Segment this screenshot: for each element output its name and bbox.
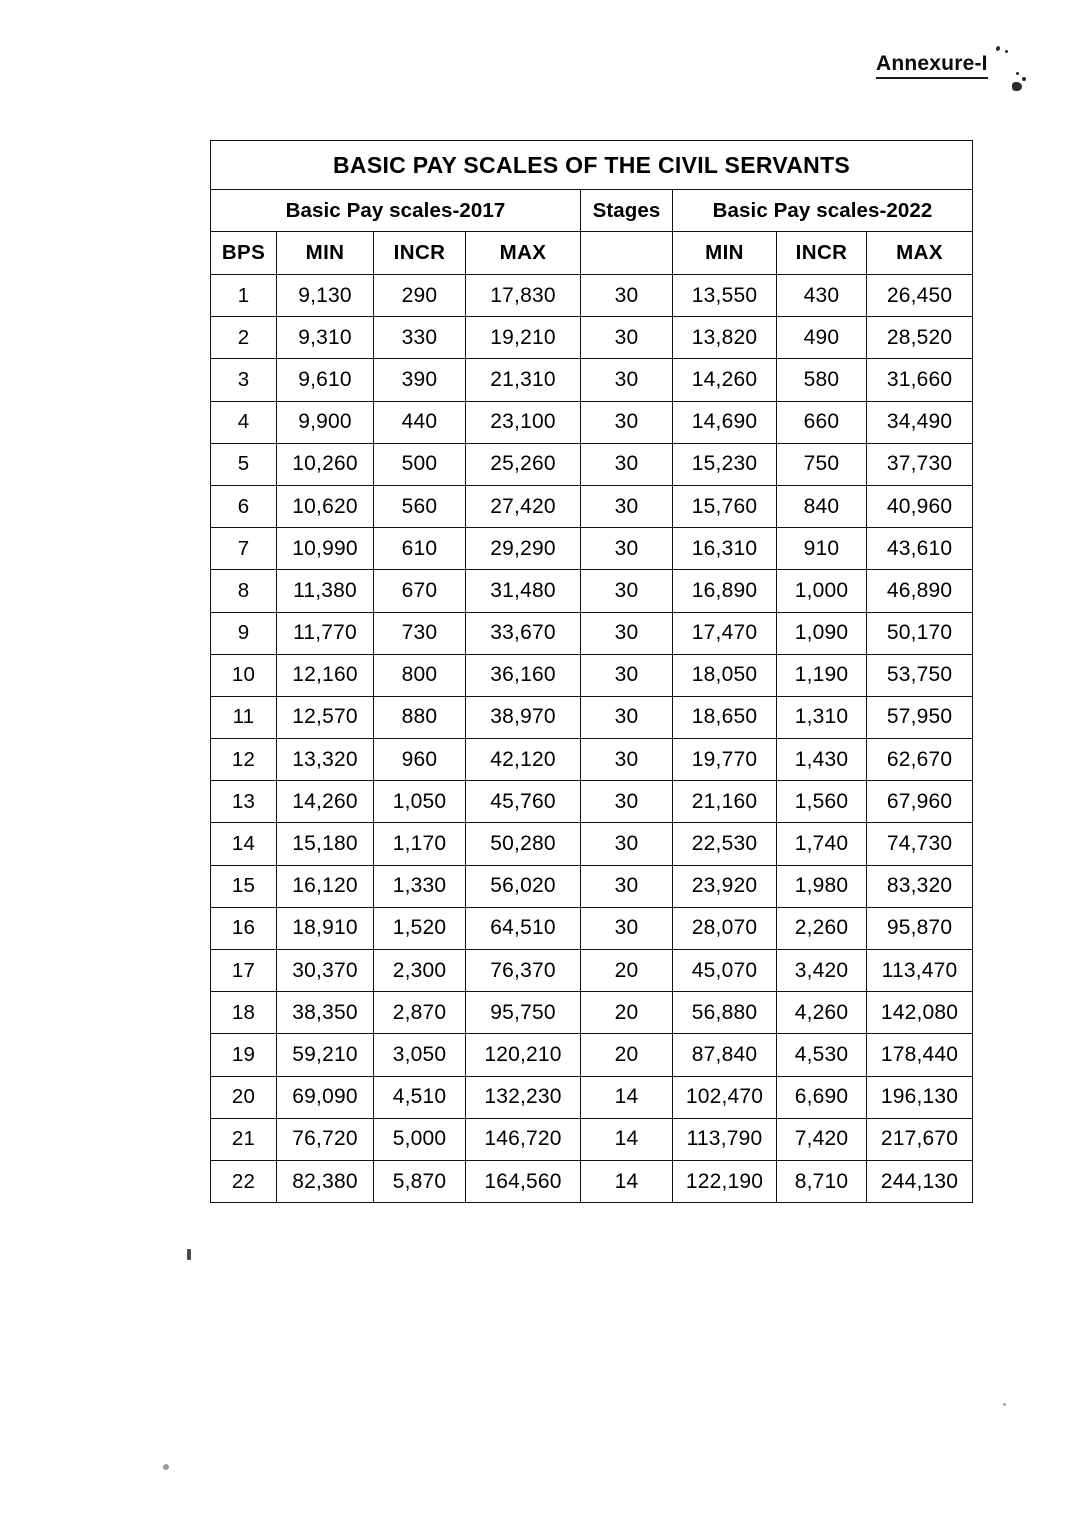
cell-incr-2017: 800 xyxy=(374,654,466,696)
cell-max-2017: 38,970 xyxy=(466,696,581,738)
cell-min-2017: 9,130 xyxy=(277,275,374,317)
cell-incr-2022: 840 xyxy=(777,485,867,527)
cell-stages: 30 xyxy=(581,865,673,907)
cell-min-2017: 18,910 xyxy=(277,907,374,949)
cell-bps: 12 xyxy=(211,739,277,781)
cell-bps: 17 xyxy=(211,950,277,992)
table-row xyxy=(211,485,973,527)
cell-stages: 30 xyxy=(581,654,673,696)
cell-stages: 30 xyxy=(581,485,673,527)
cell-max-2022: 34,490 xyxy=(867,401,973,443)
cell-incr-2017: 610 xyxy=(374,528,466,570)
cell-stages: 30 xyxy=(581,612,673,654)
cell-stages: 20 xyxy=(581,992,673,1034)
cell-incr-2022: 430 xyxy=(777,275,867,317)
cell-min-2017: 10,990 xyxy=(277,528,374,570)
cell-incr-2017: 1,330 xyxy=(374,865,466,907)
cell-min-2017: 13,320 xyxy=(277,739,374,781)
cell-min-2022: 19,770 xyxy=(673,739,777,781)
cell-min-2017: 9,610 xyxy=(277,359,374,401)
cell-max-2017: 25,260 xyxy=(466,443,581,485)
table-row xyxy=(211,1076,973,1118)
cell-max-2022: 37,730 xyxy=(867,443,973,485)
table-row xyxy=(211,317,973,359)
cell-max-2022: 40,960 xyxy=(867,485,973,527)
cell-incr-2017: 730 xyxy=(374,612,466,654)
cell-max-2017: 31,480 xyxy=(466,570,581,612)
cell-max-2022: 74,730 xyxy=(867,823,973,865)
cell-stages: 30 xyxy=(581,528,673,570)
cell-incr-2022: 490 xyxy=(777,317,867,359)
cell-incr-2017: 440 xyxy=(374,401,466,443)
scan-speckle-icon xyxy=(1005,50,1008,53)
column-header-min-2022: MIN xyxy=(673,232,777,275)
cell-min-2022: 14,690 xyxy=(673,401,777,443)
column-header-bps: BPS xyxy=(211,232,277,275)
cell-incr-2022: 1,980 xyxy=(777,865,867,907)
table-row xyxy=(211,781,973,823)
cell-min-2017: 15,180 xyxy=(277,823,374,865)
cell-incr-2017: 4,510 xyxy=(374,1076,466,1118)
cell-stages: 30 xyxy=(581,739,673,781)
cell-min-2022: 17,470 xyxy=(673,612,777,654)
cell-min-2022: 15,230 xyxy=(673,443,777,485)
cell-min-2017: 76,720 xyxy=(277,1118,374,1160)
cell-max-2022: 26,450 xyxy=(867,275,973,317)
cell-incr-2017: 960 xyxy=(374,739,466,781)
cell-min-2022: 23,920 xyxy=(673,865,777,907)
cell-min-2022: 56,880 xyxy=(673,992,777,1034)
cell-max-2022: 43,610 xyxy=(867,528,973,570)
group-header-2017: Basic Pay scales-2017 xyxy=(211,190,581,232)
cell-bps: 6 xyxy=(211,485,277,527)
cell-max-2022: 95,870 xyxy=(867,907,973,949)
cell-max-2022: 46,890 xyxy=(867,570,973,612)
cell-bps: 4 xyxy=(211,401,277,443)
cell-min-2017: 82,380 xyxy=(277,1160,374,1202)
cell-incr-2022: 1,740 xyxy=(777,823,867,865)
table-row xyxy=(211,1160,973,1202)
cell-incr-2022: 4,530 xyxy=(777,1034,867,1076)
cell-min-2017: 30,370 xyxy=(277,950,374,992)
cell-max-2017: 36,160 xyxy=(466,654,581,696)
table-row xyxy=(211,696,973,738)
table-row xyxy=(211,359,973,401)
cell-stages: 30 xyxy=(581,317,673,359)
cell-incr-2017: 1,050 xyxy=(374,781,466,823)
cell-incr-2017: 330 xyxy=(374,317,466,359)
cell-min-2022: 102,470 xyxy=(673,1076,777,1118)
cell-incr-2017: 5,000 xyxy=(374,1118,466,1160)
cell-stages: 30 xyxy=(581,443,673,485)
column-header-min-2017: MIN xyxy=(277,232,374,275)
cell-min-2017: 11,380 xyxy=(277,570,374,612)
cell-max-2017: 33,670 xyxy=(466,612,581,654)
cell-min-2022: 15,760 xyxy=(673,485,777,527)
group-header-2022: Basic Pay scales-2022 xyxy=(673,190,973,232)
cell-bps: 5 xyxy=(211,443,277,485)
cell-min-2017: 9,900 xyxy=(277,401,374,443)
cell-bps: 9 xyxy=(211,612,277,654)
cell-bps: 22 xyxy=(211,1160,277,1202)
cell-incr-2017: 390 xyxy=(374,359,466,401)
cell-stages: 30 xyxy=(581,907,673,949)
cell-min-2022: 14,260 xyxy=(673,359,777,401)
cell-bps: 7 xyxy=(211,528,277,570)
scan-speckle-icon xyxy=(1012,82,1022,91)
cell-stages: 14 xyxy=(581,1076,673,1118)
cell-max-2022: 142,080 xyxy=(867,992,973,1034)
cell-incr-2022: 580 xyxy=(777,359,867,401)
cell-incr-2017: 670 xyxy=(374,570,466,612)
cell-incr-2022: 1,090 xyxy=(777,612,867,654)
cell-incr-2022: 1,000 xyxy=(777,570,867,612)
cell-max-2017: 23,100 xyxy=(466,401,581,443)
cell-min-2017: 16,120 xyxy=(277,865,374,907)
scan-speckle-icon xyxy=(1003,1403,1006,1406)
pay-scales-table-container xyxy=(210,140,972,1203)
column-header-max-2022: MAX xyxy=(867,232,973,275)
annexure-label: Annexure-I xyxy=(876,52,988,79)
cell-incr-2022: 1,560 xyxy=(777,781,867,823)
cell-stages: 30 xyxy=(581,401,673,443)
column-header-incr-2017: INCR xyxy=(374,232,466,275)
cell-max-2017: 21,310 xyxy=(466,359,581,401)
cell-min-2022: 13,820 xyxy=(673,317,777,359)
cell-incr-2022: 910 xyxy=(777,528,867,570)
cell-incr-2017: 1,170 xyxy=(374,823,466,865)
cell-incr-2017: 2,300 xyxy=(374,950,466,992)
cell-min-2017: 12,160 xyxy=(277,654,374,696)
table-header xyxy=(211,141,973,275)
cell-max-2017: 27,420 xyxy=(466,485,581,527)
group-header-stages: Stages xyxy=(581,190,673,232)
cell-incr-2017: 2,870 xyxy=(374,992,466,1034)
cell-max-2017: 120,210 xyxy=(466,1034,581,1076)
table-row xyxy=(211,654,973,696)
table-row xyxy=(211,1034,973,1076)
cell-min-2017: 59,210 xyxy=(277,1034,374,1076)
cell-incr-2017: 500 xyxy=(374,443,466,485)
table-row xyxy=(211,612,973,654)
cell-min-2022: 122,190 xyxy=(673,1160,777,1202)
column-header-max-2017: MAX xyxy=(466,232,581,275)
cell-max-2017: 45,760 xyxy=(466,781,581,823)
cell-max-2022: 244,130 xyxy=(867,1160,973,1202)
table-row xyxy=(211,570,973,612)
cell-bps: 2 xyxy=(211,317,277,359)
cell-max-2022: 28,520 xyxy=(867,317,973,359)
cell-max-2017: 95,750 xyxy=(466,992,581,1034)
cell-bps: 1 xyxy=(211,275,277,317)
cell-max-2017: 19,210 xyxy=(466,317,581,359)
cell-incr-2022: 2,260 xyxy=(777,907,867,949)
cell-bps: 13 xyxy=(211,781,277,823)
cell-max-2017: 164,560 xyxy=(466,1160,581,1202)
cell-max-2017: 132,230 xyxy=(466,1076,581,1118)
cell-max-2022: 31,660 xyxy=(867,359,973,401)
cell-bps: 10 xyxy=(211,654,277,696)
cell-stages: 30 xyxy=(581,275,673,317)
table-row xyxy=(211,401,973,443)
table-row xyxy=(211,1118,973,1160)
cell-min-2017: 38,350 xyxy=(277,992,374,1034)
cell-stages: 30 xyxy=(581,696,673,738)
table-title: BASIC PAY SCALES OF THE CIVIL SERVANTS xyxy=(211,141,973,190)
cell-incr-2022: 1,190 xyxy=(777,654,867,696)
cell-incr-2017: 290 xyxy=(374,275,466,317)
scan-speckle-icon xyxy=(187,1249,191,1260)
cell-incr-2017: 560 xyxy=(374,485,466,527)
cell-min-2022: 21,160 xyxy=(673,781,777,823)
cell-bps: 16 xyxy=(211,907,277,949)
cell-bps: 15 xyxy=(211,865,277,907)
cell-max-2017: 64,510 xyxy=(466,907,581,949)
cell-max-2022: 217,670 xyxy=(867,1118,973,1160)
cell-incr-2022: 660 xyxy=(777,401,867,443)
cell-incr-2022: 6,690 xyxy=(777,1076,867,1118)
cell-min-2022: 28,070 xyxy=(673,907,777,949)
cell-max-2022: 50,170 xyxy=(867,612,973,654)
cell-max-2022: 53,750 xyxy=(867,654,973,696)
cell-max-2017: 56,020 xyxy=(466,865,581,907)
table-row xyxy=(211,275,973,317)
cell-max-2022: 196,130 xyxy=(867,1076,973,1118)
scan-speckle-icon xyxy=(1016,72,1019,75)
cell-min-2017: 12,570 xyxy=(277,696,374,738)
cell-incr-2017: 880 xyxy=(374,696,466,738)
cell-min-2022: 22,530 xyxy=(673,823,777,865)
table-row xyxy=(211,992,973,1034)
cell-min-2022: 16,890 xyxy=(673,570,777,612)
cell-incr-2022: 8,710 xyxy=(777,1160,867,1202)
cell-incr-2017: 3,050 xyxy=(374,1034,466,1076)
cell-incr-2022: 4,260 xyxy=(777,992,867,1034)
cell-incr-2022: 1,430 xyxy=(777,739,867,781)
cell-min-2022: 113,790 xyxy=(673,1118,777,1160)
cell-incr-2022: 3,420 xyxy=(777,950,867,992)
cell-max-2022: 57,950 xyxy=(867,696,973,738)
cell-min-2022: 45,070 xyxy=(673,950,777,992)
cell-bps: 8 xyxy=(211,570,277,612)
cell-min-2022: 87,840 xyxy=(673,1034,777,1076)
cell-max-2017: 42,120 xyxy=(466,739,581,781)
table-row xyxy=(211,950,973,992)
cell-stages: 20 xyxy=(581,950,673,992)
cell-max-2022: 178,440 xyxy=(867,1034,973,1076)
cell-max-2022: 83,320 xyxy=(867,865,973,907)
cell-max-2022: 62,670 xyxy=(867,739,973,781)
table-row xyxy=(211,907,973,949)
cell-incr-2017: 5,870 xyxy=(374,1160,466,1202)
cell-bps: 21 xyxy=(211,1118,277,1160)
cell-max-2017: 50,280 xyxy=(466,823,581,865)
cell-stages: 30 xyxy=(581,781,673,823)
table-group-row xyxy=(211,190,973,232)
table-column-row xyxy=(211,232,973,275)
table-row xyxy=(211,865,973,907)
cell-min-2022: 13,550 xyxy=(673,275,777,317)
cell-min-2017: 69,090 xyxy=(277,1076,374,1118)
cell-stages: 14 xyxy=(581,1160,673,1202)
cell-bps: 20 xyxy=(211,1076,277,1118)
cell-min-2017: 11,770 xyxy=(277,612,374,654)
cell-bps: 18 xyxy=(211,992,277,1034)
column-header-incr-2022: INCR xyxy=(777,232,867,275)
scan-speckle-icon xyxy=(163,1464,169,1470)
cell-min-2022: 16,310 xyxy=(673,528,777,570)
cell-min-2017: 14,260 xyxy=(277,781,374,823)
scan-speckle-icon xyxy=(995,46,1000,52)
cell-incr-2017: 1,520 xyxy=(374,907,466,949)
cell-min-2017: 10,260 xyxy=(277,443,374,485)
cell-stages: 30 xyxy=(581,823,673,865)
column-header-stages xyxy=(581,232,673,275)
table-row xyxy=(211,823,973,865)
cell-min-2017: 10,620 xyxy=(277,485,374,527)
cell-min-2022: 18,050 xyxy=(673,654,777,696)
cell-max-2022: 113,470 xyxy=(867,950,973,992)
cell-min-2022: 18,650 xyxy=(673,696,777,738)
table-row xyxy=(211,443,973,485)
cell-min-2017: 9,310 xyxy=(277,317,374,359)
scan-speckle-icon xyxy=(1022,77,1026,81)
cell-incr-2022: 1,310 xyxy=(777,696,867,738)
cell-stages: 14 xyxy=(581,1118,673,1160)
cell-stages: 20 xyxy=(581,1034,673,1076)
cell-max-2017: 76,370 xyxy=(466,950,581,992)
cell-stages: 30 xyxy=(581,359,673,401)
pay-scales-table xyxy=(210,140,973,1203)
cell-max-2022: 67,960 xyxy=(867,781,973,823)
table-title-row xyxy=(211,141,973,190)
cell-bps: 19 xyxy=(211,1034,277,1076)
table-row xyxy=(211,528,973,570)
cell-max-2017: 17,830 xyxy=(466,275,581,317)
cell-stages: 30 xyxy=(581,570,673,612)
table-body xyxy=(211,275,973,1203)
table-row xyxy=(211,739,973,781)
cell-incr-2022: 7,420 xyxy=(777,1118,867,1160)
cell-bps: 14 xyxy=(211,823,277,865)
cell-max-2017: 146,720 xyxy=(466,1118,581,1160)
cell-bps: 3 xyxy=(211,359,277,401)
cell-incr-2022: 750 xyxy=(777,443,867,485)
cell-bps: 11 xyxy=(211,696,277,738)
cell-max-2017: 29,290 xyxy=(466,528,581,570)
